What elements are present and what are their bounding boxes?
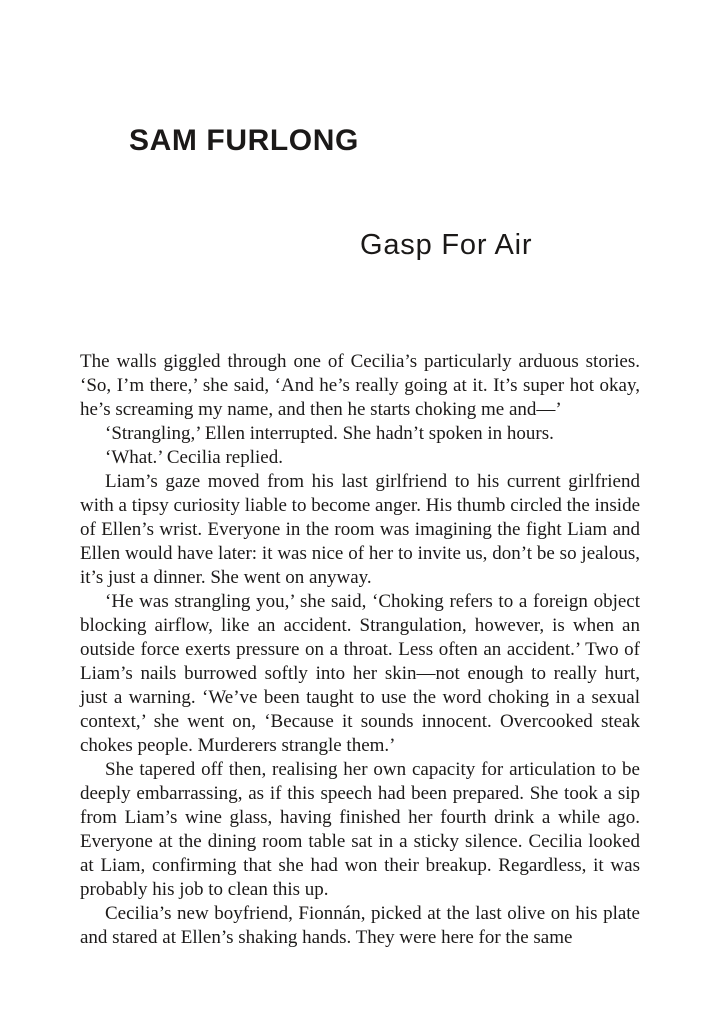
story-paragraph: The walls giggled through one of Cecilia’s particularly arduous stories. ‘So, I’m there,’ she said, ‘And he’s really going at it. It’s super hot okay, he’s screaming my name, and then he starts choking me and—’ <box>80 351 640 420</box>
story-paragraph: She tapered off then, realising her own capacity for articulation to be deeply embarrassing, as if this speech had been prepared. She took a sip from Liam’s wine glass, having finished her fourth drink a while ago. Everyone at the dining room table sat in a sticky silence. Cecilia looked at Liam, confirming that she had won their breakup. Regardless, it was probably his job to clean this up. <box>80 759 640 900</box>
story-body <box>80 350 640 950</box>
story-paragraph: Cecilia’s new boyfriend, Fionnán, picked at the last olive on his plate and stared at Ellen’s shaking hands. They were here for the same <box>80 903 640 948</box>
story-paragraph: ‘He was strangling you,’ she said, ‘Choking refers to a foreign object blocking airflow, like an accident. Strangulation, however, is when an outside force exerts pressure on a throat. Less often an accident.’ Two of Liam’s nails burrowed softly into her skin—not enough to really hurt, just a warning. ‘We’ve been taught to use the word choking in a sexual context,’ she went on, ‘Because it sounds innocent. Overcooked steak chokes people. Murderers strangle them.’ <box>80 591 640 756</box>
story-title: Gasp For Air <box>360 229 533 261</box>
story-paragraph: ‘What.’ Cecilia replied. <box>105 447 283 468</box>
story-paragraph: ‘Strangling,’ Ellen interrupted. She hadn’t spoken in hours. <box>105 423 554 444</box>
story-paragraph: Liam’s gaze moved from his last girlfriend to his current girlfriend with a tipsy curiosity liable to become anger. His thumb circled the inside of Ellen’s wrist. Everyone in the room was imagining the fight Liam and Ellen would have later: it was nice of her to invite us, don’t be so jealous, it’s just a dinner. She went on anyway. <box>80 471 640 588</box>
author-name: SAM FURLONG <box>129 124 359 157</box>
